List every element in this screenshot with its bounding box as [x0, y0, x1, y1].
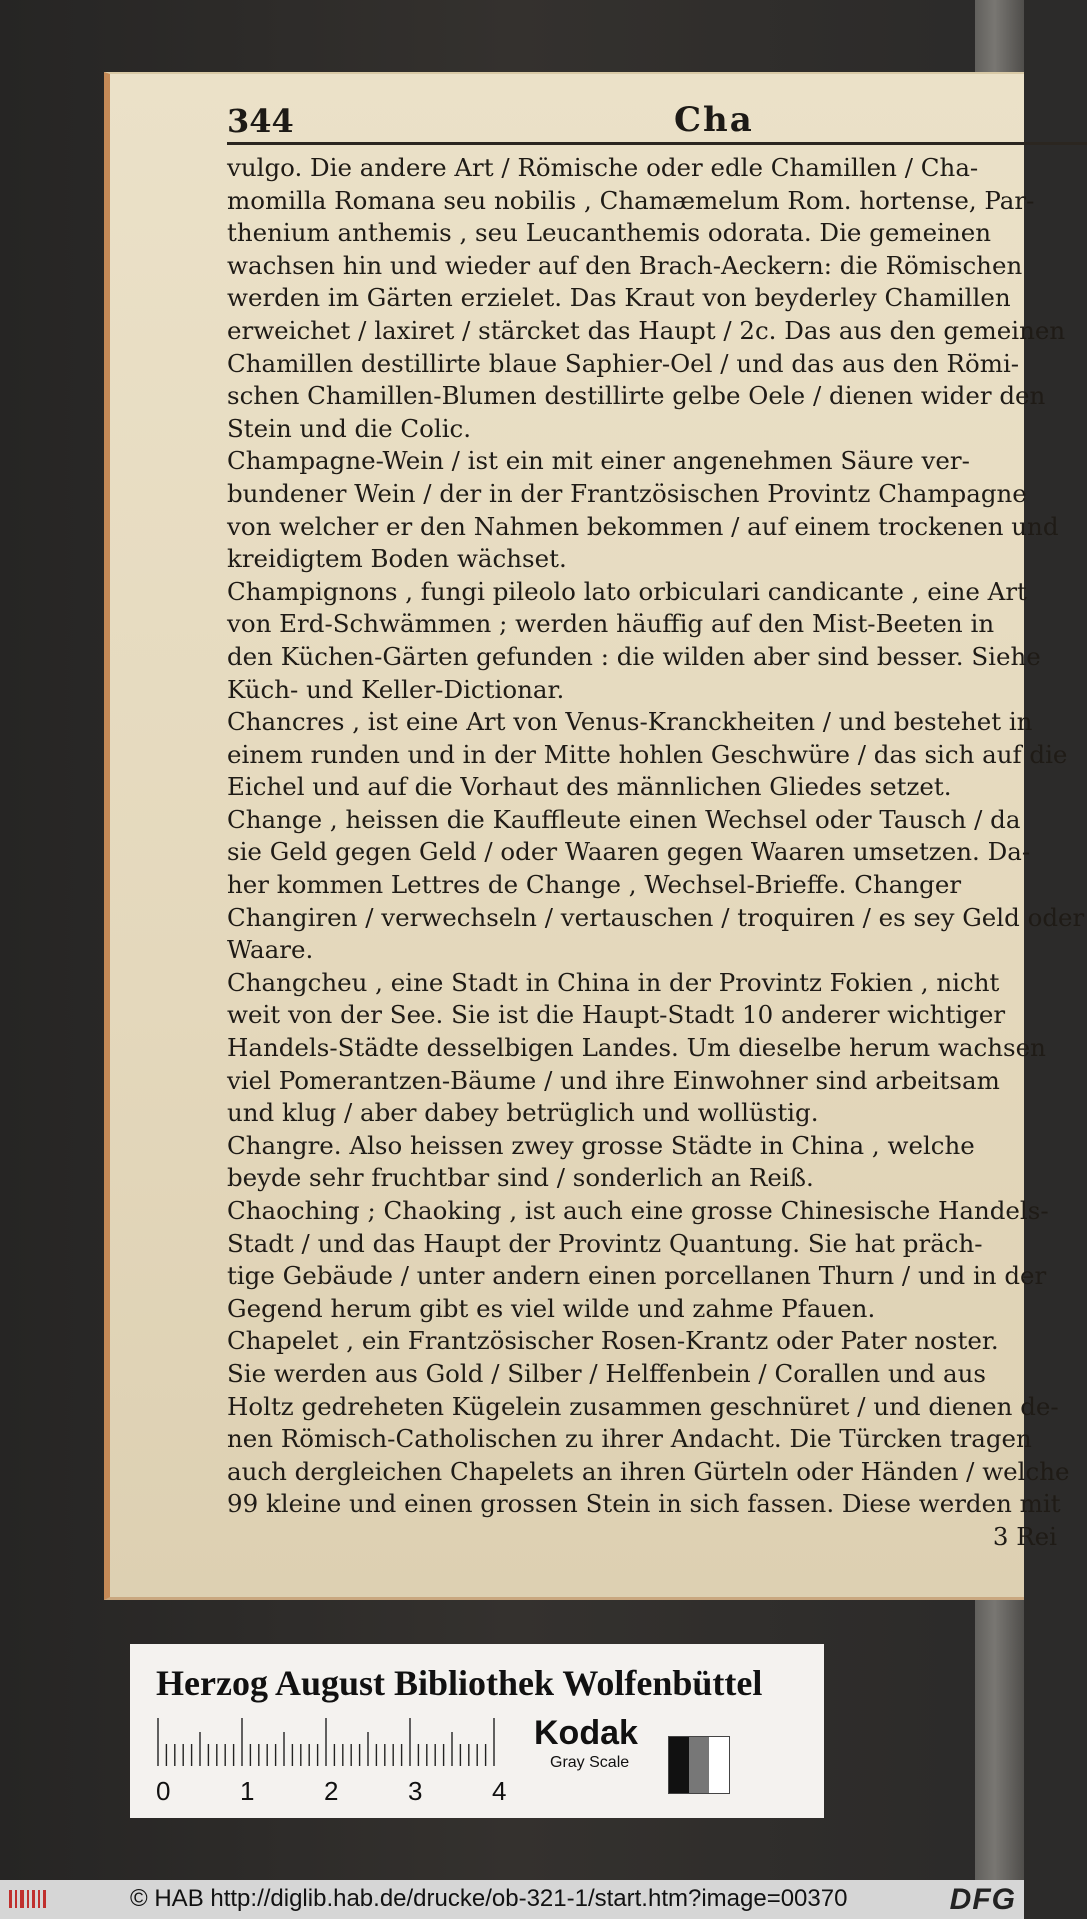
text-line: sie Geld gegen Geld / oder Waaren gegen Waaren umsetzen. Da- [227, 837, 1031, 867]
measurement-ruler [156, 1718, 496, 1766]
gray-scale-label: Gray Scale [550, 1754, 630, 1771]
text-line: schen Chamillen-Blumen destillirte gelbe Oele / dienen wider den [227, 381, 1046, 411]
text-line: vulgo. Die andere Art / Römische oder edle Chamillen / Cha- [227, 153, 979, 182]
kodak-logo: Kodak [534, 1714, 638, 1752]
text-line: Change , heissen die Kauffleute einen Wechsel oder Tausch / da [227, 804, 1021, 834]
text-line: Champignons , fungi pileolo lato orbiculari candicante , eine Art [227, 576, 1027, 606]
text-line: momilla Romana seu nobilis , Chamæmelum Rom. hortense, Par- [227, 185, 1035, 215]
text-line: Waare. [227, 935, 314, 965]
text-line: Changcheu , eine Stadt in China in der Provintz Fokien , nicht [227, 967, 1000, 997]
text-line: her kommen Lettres de Change , Wechsel-Brieffe. Changer [227, 870, 962, 900]
text-line: Stadt / und das Haupt der Provintz Quantung. Sie hat präch- [227, 1228, 983, 1258]
ruler-number: 3 [408, 1776, 423, 1806]
text-line: Chapelet , ein Frantzösischer Rosen-Krantz oder Pater noster. [227, 1326, 999, 1356]
text-line: Handels-Städte desselbigen Landes. Um dieselbe herum wachsen [227, 1033, 1046, 1063]
text-line: auch dergleichen Chapelets an ihren Gürteln oder Händen / welche [227, 1456, 1070, 1486]
barcode-icon [8, 1888, 48, 1910]
library-color-card [130, 1644, 824, 1818]
text-line: von Erd-Schwämmen ; werden häuffig auf den Mist-Beeten in [227, 609, 995, 639]
text-line: werden im Gärten erzielet. Das Kraut von beyderley Chamillen [227, 283, 1011, 313]
page-number: 344 [227, 102, 294, 140]
text-line: Küch- und Keller-Dictionar. [227, 674, 565, 704]
text-line: Stein und die Colic. [227, 413, 472, 443]
text-line: viel Pomerantzen-Bäume / und ihre Einwohner sind arbeitsam [227, 1065, 1000, 1095]
footer-credit-link[interactable]: © HAB http://diglib.hab.de/drucke/ob-321-1/start.htm?image=00370 [130, 1885, 848, 1912]
text-line: 99 kleine und einen grossen Stein in sich fassen. Diese werden mit [227, 1489, 1061, 1519]
page-header [227, 102, 1087, 145]
gray-scale-patch [668, 1736, 730, 1794]
text-line: thenium anthemis , seu Leucanthemis odorata. Die gemeinen [227, 218, 991, 248]
ruler-number: 1 [240, 1776, 255, 1806]
text-line: kreidigtem Boden wächset. [227, 544, 567, 574]
text-line: Chaoching ; Chaoking , ist auch eine grosse Chinesische Handels- [227, 1196, 1049, 1225]
text-line: Chancres , ist eine Art von Venus-Kranckheiten / und bestehet in [227, 707, 1033, 737]
text-line: den Küchen-Gärten gefunden : die wilden aber sind besser. Siehe [227, 641, 1041, 671]
book-page [104, 72, 1085, 1600]
footer-bar [0, 1880, 1024, 1919]
page-text [227, 152, 1087, 1554]
text-line: Champagne-Wein / ist ein mit einer angenehmen Säure ver- [227, 446, 970, 476]
text-line: weit von der See. Sie ist die Haupt-Stadt 10 anderer wichtiger [227, 1000, 1006, 1030]
text-line: nen Römisch-Catholischen zu ihrer Andacht. Die Türcken tragen [227, 1424, 1032, 1454]
running-head: Cha [674, 100, 754, 140]
ruler-number: 0 [156, 1776, 171, 1806]
text-line: beyde sehr fruchtbar sind / sonderlich an Reiß. [227, 1163, 814, 1193]
text-line: Gegend herum gibt es viel wilde und zahme Pfauen. [227, 1293, 876, 1323]
text-line: und klug / aber dabey betrüglich und wollüstig. [227, 1098, 819, 1128]
text-line: Changre. Also heissen zwey grosse Städte in China , welche [227, 1130, 975, 1160]
text-line: wachsen hin und wieder auf den Brach-Aeckern: die Römischen [227, 250, 1023, 280]
ruler-number: 2 [324, 1776, 339, 1806]
library-name: Herzog August Bibliothek Wolfenbüttel [156, 1663, 763, 1703]
catchword: 3 Rei [992, 1521, 1057, 1551]
text-line: tige Gebäude / unter andern einen porcellanen Thurn / und in der [227, 1261, 1047, 1291]
ruler-number: 4 [492, 1776, 507, 1806]
text-line: Chamillen destillirte blaue Saphier-Oel / und das aus den Römi- [227, 348, 1020, 378]
text-line: bundener Wein / der in der Frantzösischen Provintz Champagne [227, 478, 1027, 508]
text-line: von welcher er den Nahmen bekommen / auf einem trockenen und [227, 511, 1059, 541]
text-line: Changiren / verwechseln / vertauschen / troquiren / es sey Geld oder [227, 902, 1085, 932]
text-line: Sie werden aus Gold / Silber / Helffenbein / Corallen und aus [227, 1358, 986, 1388]
text-line: einem runden und in der Mitte hohlen Geschwüre / das sich auf die [227, 739, 1068, 769]
text-line: Eichel und auf die Vorhaut des männlichen Gliedes setzet. [227, 772, 952, 802]
text-line: erweichet / laxiret / stärcket das Haupt / 2c. Das aus den gemeinen [227, 315, 1066, 345]
dfg-logo: DFG [949, 1883, 1016, 1916]
text-line: Holtz gedreheten Kügelein zusammen geschnüret / und dienen de- [227, 1391, 1059, 1421]
